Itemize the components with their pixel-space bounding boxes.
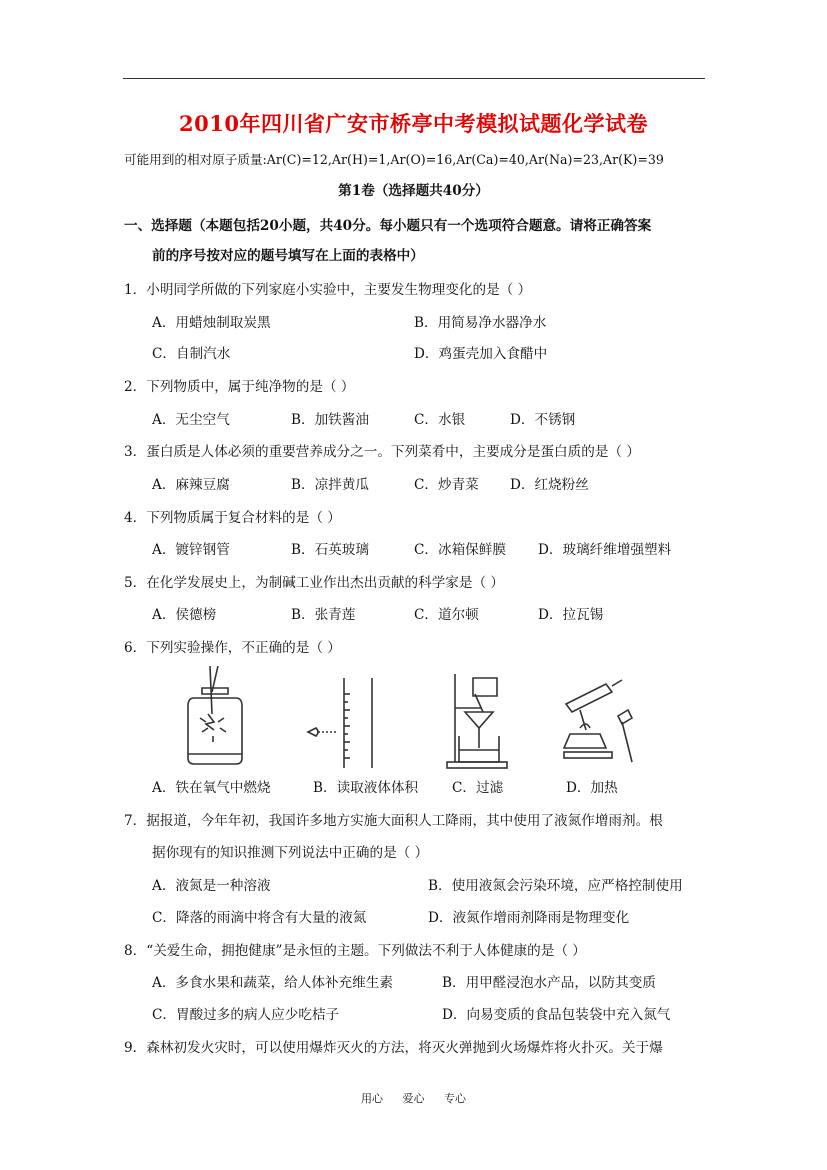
iron-burning-bottle-figure <box>180 664 250 770</box>
footer-word-2: 爱心 <box>402 1092 425 1105</box>
page-footer <box>0 1090 827 1106</box>
atomic-masses-line: 可能用到的相对原子质量:Ar(C)=12,Ar(H)=1,Ar(O)=16,Ar(Ca)=40,Ar(Na)=23,Ar(K)=39 <box>124 152 664 167</box>
q4-option-b: B．石英玻璃 <box>291 542 369 558</box>
q3-option-c: C．炒青菜 <box>414 477 479 493</box>
q6-option-a: A．铁在氧气中燃烧 <box>152 780 271 796</box>
filtration-figure <box>445 664 515 770</box>
q4-option-d: D．玻璃纤维增强塑料 <box>538 542 672 558</box>
q1-option-b: B．用简易净水器净水 <box>414 315 547 331</box>
q2-option-a: A．无尘空气 <box>152 412 230 428</box>
section-title: 第1卷（选择题共40分） <box>338 183 489 199</box>
q1-option-a: A．用蜡烛制取炭黑 <box>152 315 271 331</box>
instructions-line-2: 前的序号按对应的题号填写在上面的表格中） <box>152 248 424 264</box>
instructions-line-1: 一、选择题（本题包括20小题，共40分。每小题只有一个选项符合题意。请将正确答案 <box>124 218 652 234</box>
q4-option-a: A．镀锌钢管 <box>152 542 230 558</box>
footer-word-3: 专心 <box>444 1092 466 1105</box>
q8-option-a: A．多食水果和蔬菜，给人体补充维生素 <box>152 975 393 991</box>
q2-option-b: B．加铁酱油 <box>291 412 369 428</box>
q7-option-d: D．液氮作增雨剂降雨是物理变化 <box>428 910 630 926</box>
question-7-stem-line-1: 7．据报道，今年年初，我国许多地方实施大面积人工降雨，其中使用了液氮作增雨剂。根 <box>124 813 663 829</box>
question-8-stem: 8．“关爱生命，拥抱健康”是永恒的主题。下列做法不利于人体健康的是（ ） <box>124 943 586 959</box>
footer-word-1: 用心 <box>361 1092 383 1105</box>
q7-option-a: A．液氮是一种溶液 <box>152 878 271 894</box>
q3-option-a: A．麻辣豆腐 <box>152 477 230 493</box>
question-4-stem: 4．下列物质属于复合材料的是（ ） <box>124 510 341 526</box>
q4-option-c: C．冰箱保鲜膜 <box>414 542 506 558</box>
heating-figure <box>560 664 650 770</box>
q6-option-d: D．加热 <box>566 780 618 796</box>
question-1-stem: 1．小明同学所做的下列家庭小实验中，主要发生物理变化的是（ ） <box>124 282 532 298</box>
q6-option-b: B．读取液体体积 <box>313 780 419 796</box>
q5-option-c: C．道尔顿 <box>414 607 479 623</box>
q2-option-d: D．不锈钢 <box>510 412 576 428</box>
q1-option-d: D．鸡蛋壳加入食醋中 <box>414 346 548 362</box>
question-3-stem: 3．蛋白质是人体必须的重要营养成分之一。下列菜肴中，主要成分是蛋白质的是（ ） <box>124 444 640 460</box>
exam-title: 2010年四川省广安市桥亭中考模拟试题化学试卷 <box>179 111 648 136</box>
question-9-stem: 9．森林初发火灾时，可以使用爆炸灭火的方法，将灭火弹抛到火场爆炸将火扑灭。关于爆 <box>124 1040 663 1056</box>
question-6-stem: 6．下列实验操作，不正确的是（ ） <box>124 640 341 656</box>
q7-option-b: B．使用液氮会污染环境，应严格控制使用 <box>428 878 683 894</box>
q2-option-c: C．水银 <box>414 412 466 428</box>
q1-option-c: C．自制汽水 <box>152 346 231 362</box>
question-7-stem-line-2: 据你现有的知识推测下列说法中正确的是（ ） <box>152 845 429 861</box>
q5-option-b: B．张青莲 <box>291 607 356 623</box>
q5-option-d: D．拉瓦锡 <box>538 607 604 623</box>
q7-option-c: C．降落的雨滴中将含有大量的液氮 <box>152 910 367 926</box>
graduated-cylinder-figure <box>300 664 380 770</box>
header-rule <box>123 78 705 79</box>
q8-option-b: B．用甲醛浸泡水产品，以防其变质 <box>442 975 656 991</box>
q3-option-b: B．凉拌黄瓜 <box>291 477 369 493</box>
q8-option-d: D．向易变质的食品包装袋中充入氮气 <box>442 1007 671 1023</box>
q6-option-c: C．过滤 <box>452 780 504 796</box>
q8-option-c: C．胃酸过多的病人应少吃桔子 <box>152 1007 340 1023</box>
q3-option-d: D．红烧粉丝 <box>510 477 589 493</box>
question-2-stem: 2．下列物质中，属于纯净物的是（ ） <box>124 379 355 395</box>
q5-option-a: A．侯德榜 <box>152 607 217 623</box>
question-5-stem: 5．在化学发展史上，为制碱工业作出杰出贡献的科学家是（ ） <box>124 575 504 591</box>
